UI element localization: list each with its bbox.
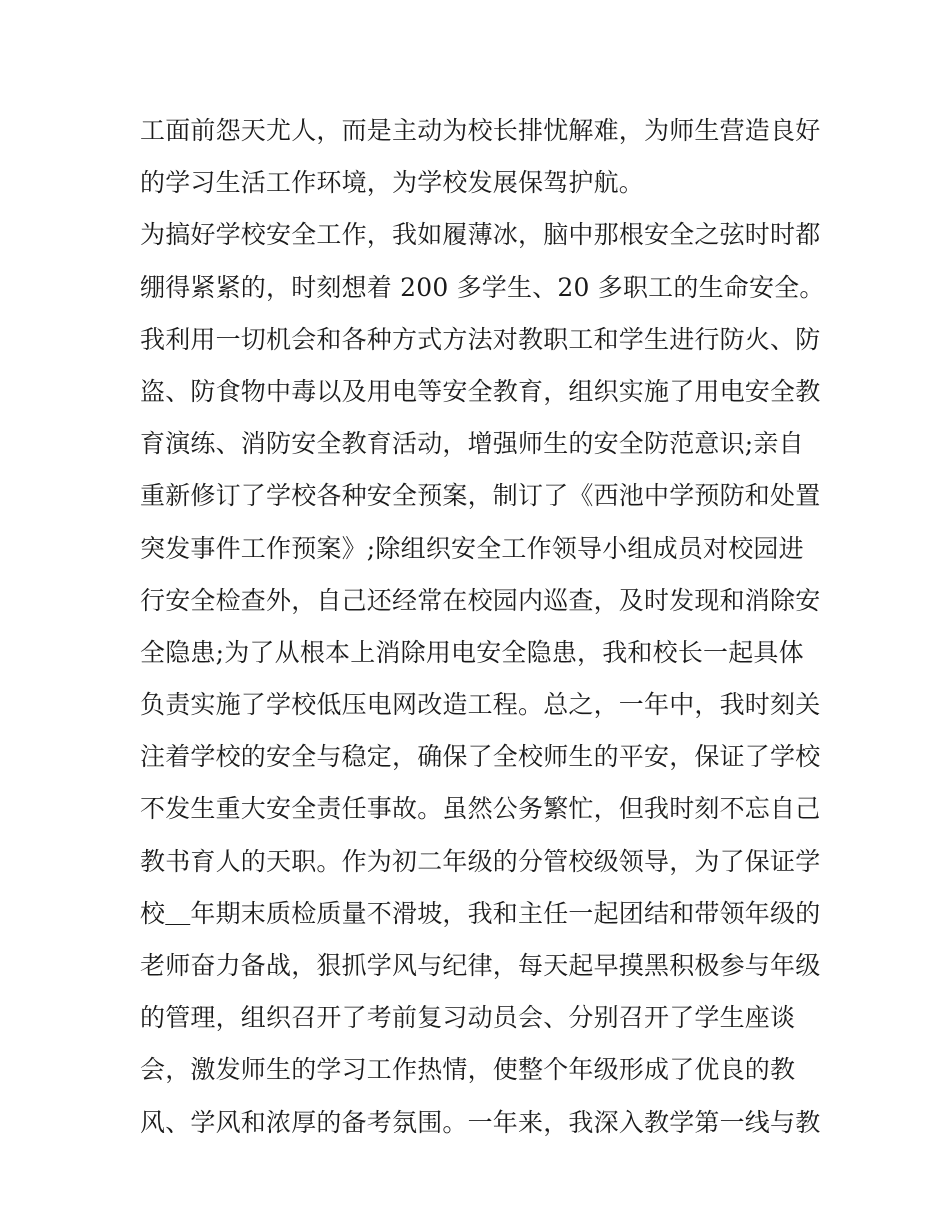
text-line-12: 负责实施了学校低压电网改造工程。总之，一年中，我时刻关 [140,690,821,720]
text-line-11: 全隐患;为了从根本上消除用电安全隐患，我和校长一起具体 [140,637,804,667]
text-line-9: 突发事件工作预案》;除组织安全工作领导小组成员对校园进 [140,533,804,563]
text-line-7: 育演练、消防安全教育活动，增强师生的安全防范意识;亲自 [140,429,804,459]
text-line-2: 的学习生活工作环境，为学校发展保驾护航。 [140,168,645,198]
text-line-16: 校＿年期末质检质量不滑坡，我和主任一起团结和带领年级的 [140,898,821,928]
body-text [140,105,825,1149]
text-line-5: 我利用一切机会和各种方式方法对教职工和学生进行防火、防 [140,324,821,354]
text-line-15: 教书育人的天职。作为初二年级的分管校级领导，为了保证学 [140,846,821,876]
text-line-4: 绷得紧紧的，时刻想着 200 多学生、20 多职工的生命安全。 [140,272,825,302]
text-line-20: 风、学风和浓厚的备考氛围。一年来，我深入教学第一线与教 [140,1107,821,1137]
text-line-13: 注着学校的安全与稳定，确保了全校师生的平安，保证了学校 [140,742,821,772]
text-line-19: 会，激发师生的学习工作热情，使整个年级形成了优良的教 [140,1055,796,1085]
text-line-17: 老师奋力备战，狠抓学风与纪律，每天起早摸黑积极参与年级 [140,951,821,980]
text-line-3: 为搞好学校安全工作，我如履薄冰，脑中那根安全之弦时时都 [140,220,821,250]
text-line-6: 盗、防食物中毒以及用电等安全教育，组织实施了用电安全教 [140,376,821,406]
text-line-8: 重新修订了学校各种安全预案，制订了《西池中学预防和处置 [140,481,821,511]
text-line-10: 行安全检查外，自己还经常在校园内巡查，及时发现和消除安 [140,585,821,615]
text-line-1: 工面前怨天尤人，而是主动为校长排忧解难，为师生营造良好 [140,116,821,145]
text-line-14: 不发生重大安全责任事故。虽然公务繁忙，但我时刻不忘自己 [140,794,821,824]
text-line-18: 的管理，组织召开了考前复习动员会、分别召开了学生座谈 [140,1003,796,1033]
